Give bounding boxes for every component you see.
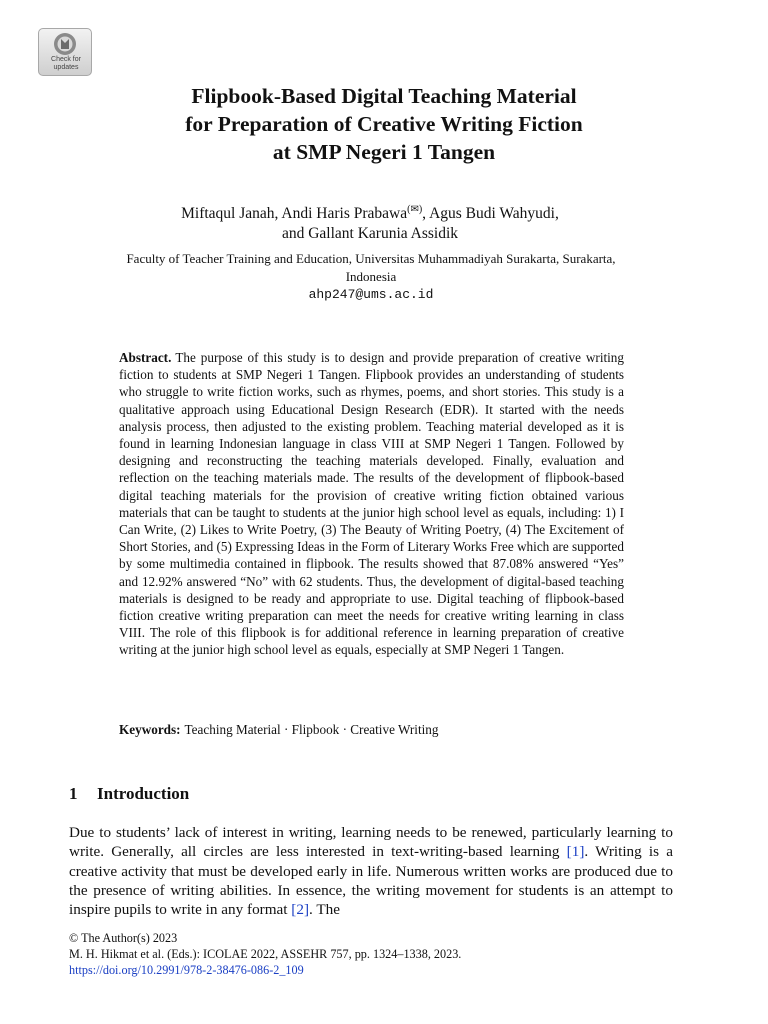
affiliation-line-1: Faculty of Teacher Training and Education, Universitas Muhammadiyah Surakarta, Surakarta, — [126, 251, 616, 266]
badge-label-line1: Check for — [51, 56, 81, 63]
abstract-label: Abstract. — [119, 350, 172, 365]
affiliation-line-2: Indonesia — [345, 269, 397, 284]
keywords-label: Keywords: — [119, 722, 181, 737]
author-list — [0, 200, 740, 244]
section-number: 1 — [69, 784, 78, 803]
keywords — [119, 721, 624, 738]
authors-line-1a: Miftaqul Janah, Andi Haris Prabawa — [181, 205, 408, 223]
title-line-3: at SMP Negeri 1 Tangen — [272, 140, 496, 164]
authors-line-1 — [0, 200, 740, 224]
footnote — [69, 930, 689, 978]
authors-line-1b: , Agus Budi Wahyudi, — [422, 205, 559, 223]
proceedings-citation: M. H. Hikmat et al. (Eds.): ICOLAE 2022, ASSEHR 757, pp. 1324–1338, 2023. — [69, 947, 462, 961]
doi-link[interactable]: https://doi.org/10.2991/978-2-38476-086-2_109 — [69, 963, 304, 977]
keywords-text: Teaching Material · Flipbook · Creative Writing — [184, 722, 439, 737]
title-line-2: for Preparation of Creative Writing Fiction — [185, 112, 583, 136]
abstract — [119, 349, 624, 659]
check-for-updates-badge[interactable] — [38, 28, 92, 76]
intro-text-1: Due to students’ lack of interest in writing, learning needs to be renewed, particularly learning to write. Generally, all circles are less interested in text-writing-based learning — [69, 824, 673, 861]
section-title: Introduction — [97, 784, 190, 803]
citation-link-2[interactable]: [2] — [291, 901, 310, 919]
introduction-paragraph — [69, 823, 673, 919]
abstract-text: The purpose of this study is to design and provide preparation of creative writing fiction to students at SMP Negeri 1 Tangen. Flipbook provides an understanding of students who struggle to write fiction works, such as rhymes, poems, and short stories. This study is a qualitative approach using Educational Design Research (EDR). It started with the needs analysis process, then adjusted to the existing problem. Teaching material developed as it is found in learning Indonesian language in class VIII at SMP Negeri 1 Tangen. Followed by designing and reconstructing the teaching materials developed. Finally, evaluation and reflection on the teaching materials made. The results of the development of flipbook-based digital teaching materials for the provision of creative writing fiction obtained various materials that can be taught to students at the junior high school level as equals, including: 1) I Can Write, (2) Likes to Write Poetry, (3) The Beauty of Writing Poetry, (4) The Excitement of Short Stories, and (5) Expressing Ideas in the Form of Literary Works Free which are supported by some multimedia contained in flipbook. The results showed that 87.08% answered “Yes” and 12.92% answered “No” with 62 students. Thus, the development of digital-based teaching materials is designed to be ready and appropriate to use. Digital teaching of flipbook-based fiction creative writing preparation can meet the needs for creative writing learning in class VIII. The role of this flipbook is for additional reference in learning preparation of creative writing at the junior high school level as equals, especially at SMP Negeri 1 Tangen. — [119, 350, 624, 658]
section-heading-introduction — [69, 783, 189, 805]
author-email[interactable]: ahp247@ums.ac.id — [308, 287, 434, 302]
intro-text-3: . The — [309, 901, 340, 919]
badge-label-line2: updates — [53, 64, 79, 71]
copyright-notice: © The Author(s) 2023 — [69, 931, 178, 945]
affiliation — [60, 250, 682, 304]
authors-line-2: and Gallant Karunia Assidik — [281, 225, 459, 243]
intro-text-2: . Writing is a creative activity that must be developed early in life. Numerous written works are produced due to the presence of writing abilities. In essence, the writing movement for students is an attempt to inspire pupils to write in any format — [69, 843, 673, 919]
check-for-updates-icon — [53, 32, 77, 56]
envelope-icon: (✉) — [407, 204, 423, 215]
title-line-1: Flipbook-Based Digital Teaching Material — [191, 84, 577, 108]
citation-link-1[interactable]: [1] — [566, 843, 585, 861]
paper-title — [0, 82, 768, 166]
